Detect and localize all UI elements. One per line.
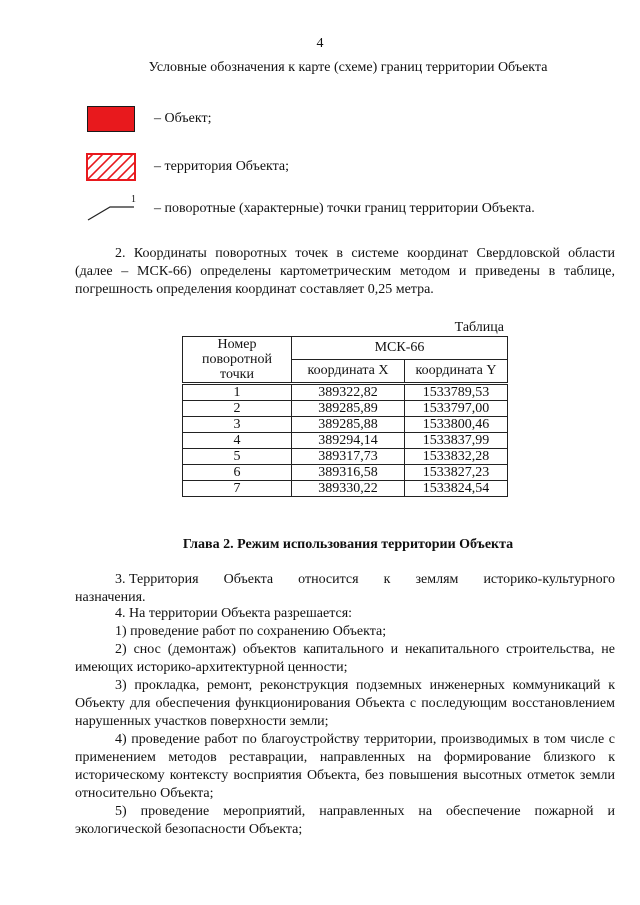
legend-label-object: – Объект;: [154, 111, 212, 126]
section-4-title: 4. На территории Объекта разрешается:: [115, 606, 353, 621]
list-item-2: 2) снос (демонтаж) объектов капитального и некапитального строительства, не имеющих историко-архитектурной ценности;: [75, 642, 615, 675]
list-item-1: 1) проведение работ по сохранению Объекта;: [115, 624, 387, 639]
legend-item-points: [86, 194, 535, 224]
list-item-4: 4) проведение работ по благоустройству территории, производимых в том числе с применением методов реставрации, направленных на формирование близкого к историческому контексту восприятия Объекта, без повышения высотных отметок земли относительно Объекта;: [75, 732, 615, 801]
red-hatched-rectangle-icon: [86, 153, 136, 181]
legend-item-object: [86, 104, 211, 134]
table-row: 6 389316,58 1533827,23: [183, 465, 508, 481]
coordinates-table: [182, 336, 508, 497]
header-coord-x: координата X: [292, 359, 405, 383]
header-point-number: Номер поворотной точки: [183, 337, 292, 384]
red-filled-rectangle-icon: [86, 105, 136, 133]
header-msk66: МСК-66: [292, 337, 508, 360]
page-number: 4: [316, 36, 324, 51]
table-row: 3 389285,88 1533800,46: [183, 417, 508, 433]
table-row: 7 389330,22 1533824,54: [183, 481, 508, 497]
legend-item-territory: [86, 152, 289, 182]
table-row: 1 389322,82 1533789,53: [183, 384, 508, 401]
section-3-line-1: 3. Территория Объекта относится к землям историко-культурного: [115, 572, 615, 587]
legend-label-points: – поворотные (характерные) точки границ территории Объекта.: [154, 201, 535, 216]
section-3-line-2: назначения.: [75, 590, 146, 605]
paragraph-2: 2. Координаты поворотных точек в системе координат Свердловской области (далее – МСК-66) определены картометрическим методом и приведены в таблице, погрешность определения координат составляет 0,25 метра.: [75, 246, 615, 297]
chapter-title: Глава 2. Режим использования территории Объекта: [182, 537, 514, 552]
list-item-5: 5) проведение мероприятий, направленных на обеспечение пожарной и экологической безопасности Объекта;: [75, 804, 615, 837]
turning-point-line-icon: [86, 195, 136, 223]
legend-label-territory: – территория Объекта;: [154, 159, 290, 174]
table-row: 4 389294,14 1533837,99: [183, 433, 508, 449]
header-coord-y: координата Y: [405, 359, 508, 383]
table-row: 2 389285,89 1533797,00: [183, 401, 508, 417]
table-row: 5 389317,73 1533832,28: [183, 449, 508, 465]
legend-title: Условные обозначения к карте (схеме) границ территории Объекта: [148, 60, 548, 75]
turning-point-marker: 1: [131, 194, 136, 205]
table-caption: Таблица: [454, 320, 504, 335]
list-item-3: 3) прокладка, ремонт, реконструкция подземных инженерных коммуникаций к Объекту для обеспечения функционирования Объекта с последующим восстановлением нарушенных участков поверхности земли;: [75, 678, 615, 729]
